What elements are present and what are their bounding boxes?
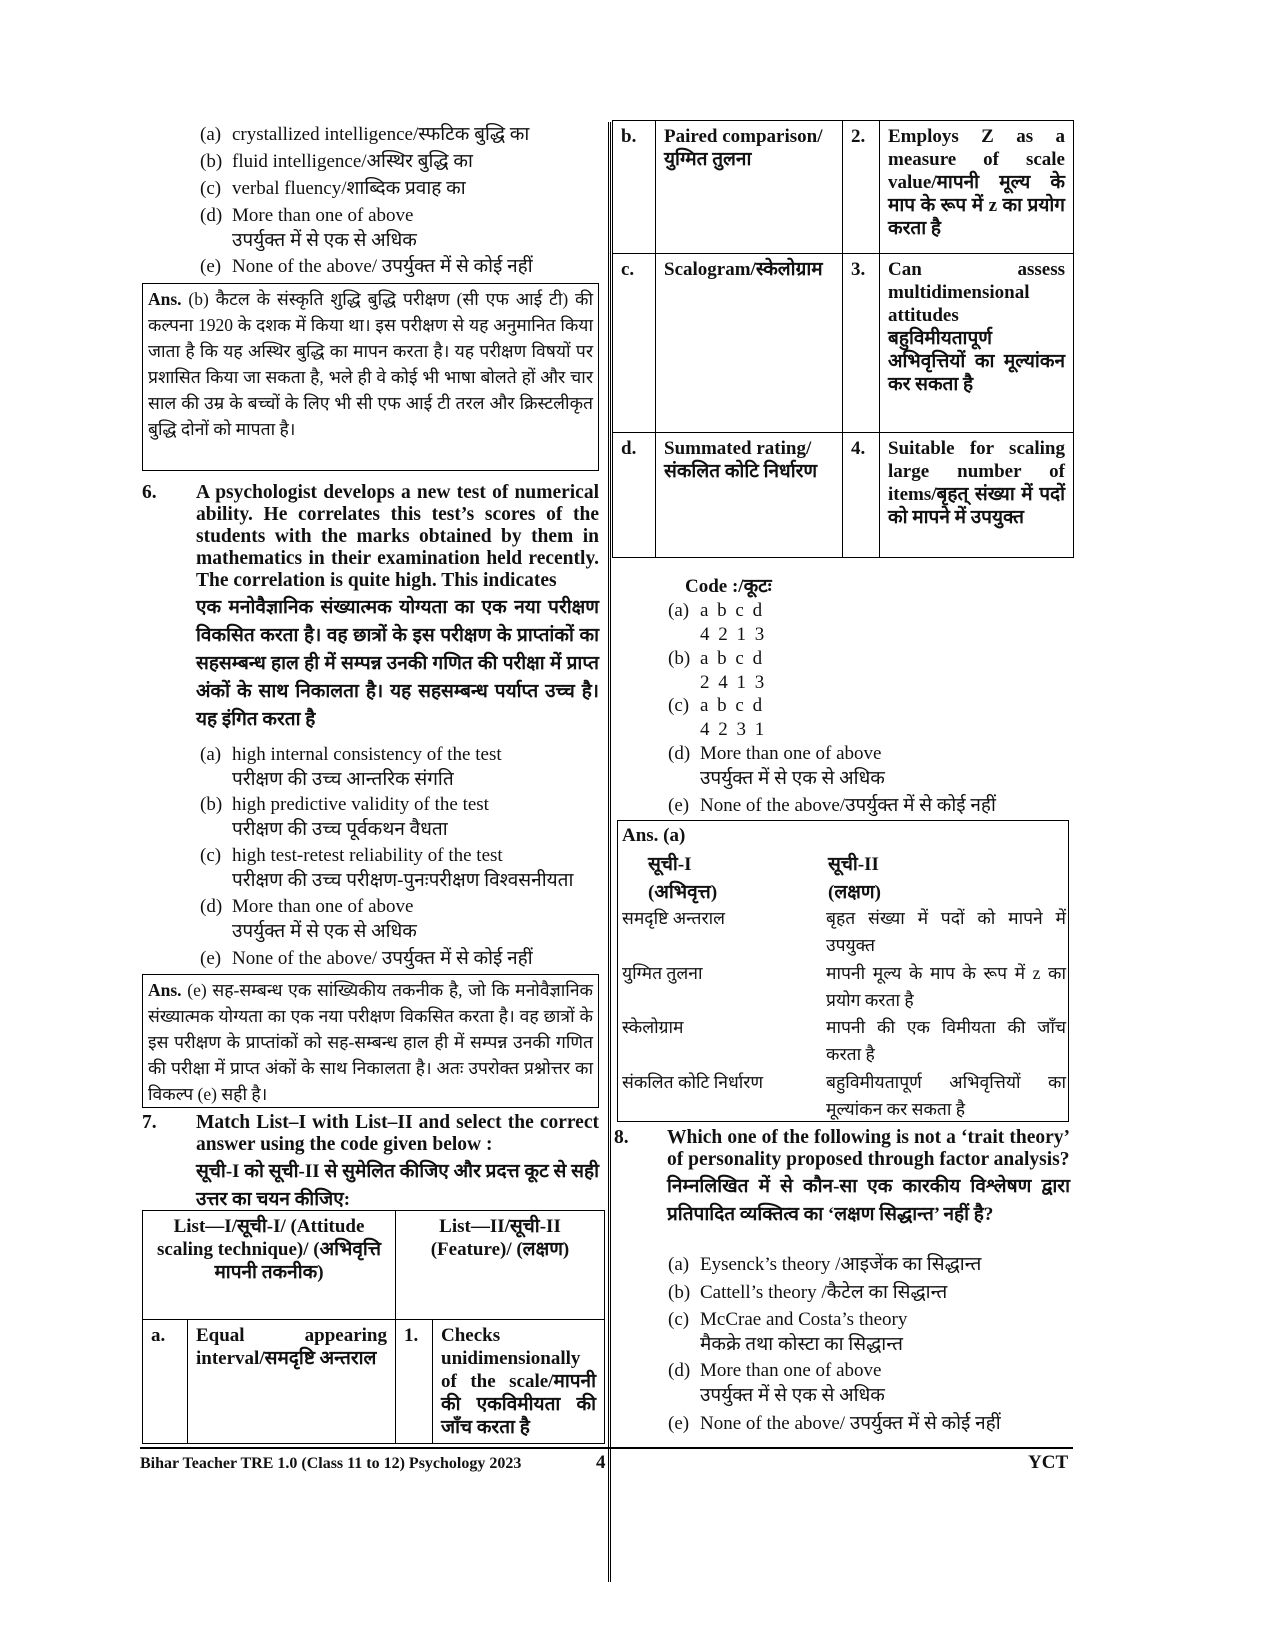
row-c-technique: Scalogram/स्केलोग्राम [656,254,843,433]
q6-number: 6. [142,482,157,503]
footer-rule [140,1447,1073,1449]
answer-row-1-b: बृहत संख्या में पदों को मापने में उपयुक्त [826,908,1066,955]
answer-list1-head: सूची-I [648,854,692,875]
row-b-technique: Paired comparison/युग्मित तुलना [656,121,843,254]
row-4-number: 4. [843,433,880,558]
q8-number: 8. [614,1127,629,1148]
q7-number: 7. [142,1112,157,1133]
answer-row-4-b: बहुविमीयतापूर्ण अभिवृत्तियों का मूल्यांकन कर सकता है [826,1072,1066,1119]
answer-row-4-a: संकलित कोटि निर्धारण [622,1072,764,1092]
page-number: 4 [596,1452,606,1473]
q7-question: Match List–I with List–II and select the correct answer using the code given below : सूची-I को सूची-II से सुमेलित कीजिए और प्रदत्त कूट से सही उत्तर का चयन कीजिए: [196,1112,599,1210]
row-d-technique: Summated rating/संकलित कोटि निर्धारण [656,433,843,558]
row-c-letter: c. [613,254,656,433]
q7-answer-box [617,820,1069,1122]
row-2-number: 2. [843,121,880,254]
q8-question: Which one of the following is not a ‘trait theory’ of personality proposed through factor analysis? निम्नलिखित में से कौन-सा एक कारकीय विश्लेषण द्वारा प्रतिपादित व्यक्तित्व का ‘लक्षण सिद्धान्त’ नहीं है? [667,1127,1070,1225]
answer-row-2-a: युग्मित तुलना [622,963,703,983]
answer-row-3-b: मापनी की एक विमीयता की जाँच करता है [826,1017,1066,1064]
answer-label: Ans. (a) [622,825,686,846]
row-1-number: 1. [396,1320,433,1444]
row-a-technique: Equal appearing interval/समदृष्टि अन्तराल [188,1320,396,1444]
row-d-letter: d. [613,433,656,558]
answer-row-3-a: स्केलोग्राम [622,1017,684,1037]
answer-row-2-b: मापनी मूल्य के माप के रूप में z का प्रयोग करता है [826,963,1066,1010]
row-3-feature: Can assess multidimensional attitudes बहुविमीयतापूर्ण अभिवृत्तियों का मूल्यांकन कर सकता है [880,254,1074,433]
row-2-feature: Employs Z as a measure of scale value/मापनी मूल्य के माप के रूप में z का प्रयोग करता है [880,121,1074,254]
column-divider [608,122,611,1582]
answer-row-1-a: समदृष्टि अन्तराल [622,908,726,928]
publisher-mark: YCT [1028,1452,1069,1473]
q7-table-left [142,1210,605,1444]
row-4-feature: Suitable for scaling large number of items/बृहत् संख्या में पदों को मापने में उपयुक्त [880,433,1074,558]
row-b-letter: b. [613,121,656,254]
row-3-number: 3. [843,254,880,433]
q7-table-right [612,120,1074,558]
row-a-letter: a. [143,1320,188,1444]
answer-list2-head: सूची-II [828,854,879,875]
list-2-header: List—II/सूची-II (Feature)/ (लक्षण) [396,1211,605,1320]
q5-answer-box: Ans. (b) कैटल के संस्कृति शुद्धि बुद्धि परीक्षण (सी एफ आई टी) की कल्पना 1920 के दशक में किया था। इस परीक्षण से यह अनुमानित किया जाता है कि यह अस्थिर बुद्धि का मापन करता है। यह परीक्षण विषयों पर प्रशासित किया जा सकता है, भले ही वे कोई भी भाषा बोलते हों और चार साल की उम्र के बच्चों के लिए भी सी एफ आई टी तरल और क्रिस्टलीकृत बुद्धि दोनों को मापता है। [142,283,599,471]
row-1-feature: Checks unidimensionally of the scale/मापनी की एकविमीयता की जाँच करता है [433,1320,605,1444]
answer-list1-sub: (अभिवृत्त) [648,882,718,903]
q6-answer-box: Ans. (e) सह-सम्बन्ध एक सांख्यिकीय तकनीक है, जो कि मनोवैज्ञानिक संख्यात्मक योग्यता का एक नया परीक्षण विकसित करता है। वह छात्रों के इस परीक्षण के प्राप्तांकों को सह-सम्बन्ध हाल ही में सम्पन्न उनकी गणित की परीक्षा में प्राप्त अंकों के साथ निकालता है। अतः उपरोक्त प्रश्नोत्तर का विकल्प (e) सही है। [142,974,599,1108]
list-1-header: List—I/सूची-I/ (Attitude scaling technique)/ (अभिवृत्ति मापनी तकनीक) [143,1211,396,1320]
code-label: Code :/कूटः [685,576,772,597]
q6-question: A psychologist develops a new test of numerical ability. He correlates this test’s scores of the students with the marks obtained by them in mathematics in their examination held recently. The correlation is quite high. This indicates एक मनोवैज्ञानिक संख्यात्मक योग्यता का एक नया परीक्षण विकसित करता है। वह छात्रों के इस परीक्षण के प्राप्तांकों का सहसम्बन्ध हाल ही में सम्पन्न उनकी गणित की परीक्षा में प्राप्त अंकों के साथ निकालता है। यह सहसम्बन्ध पर्याप्त उच्च है। यह इंगित करता है [196,482,599,730]
answer-list2-sub: (लक्षण) [828,882,881,903]
footer-title: Bihar Teacher TRE 1.0 (Class 11 to 12) Psychology 2023 [140,1455,522,1472]
